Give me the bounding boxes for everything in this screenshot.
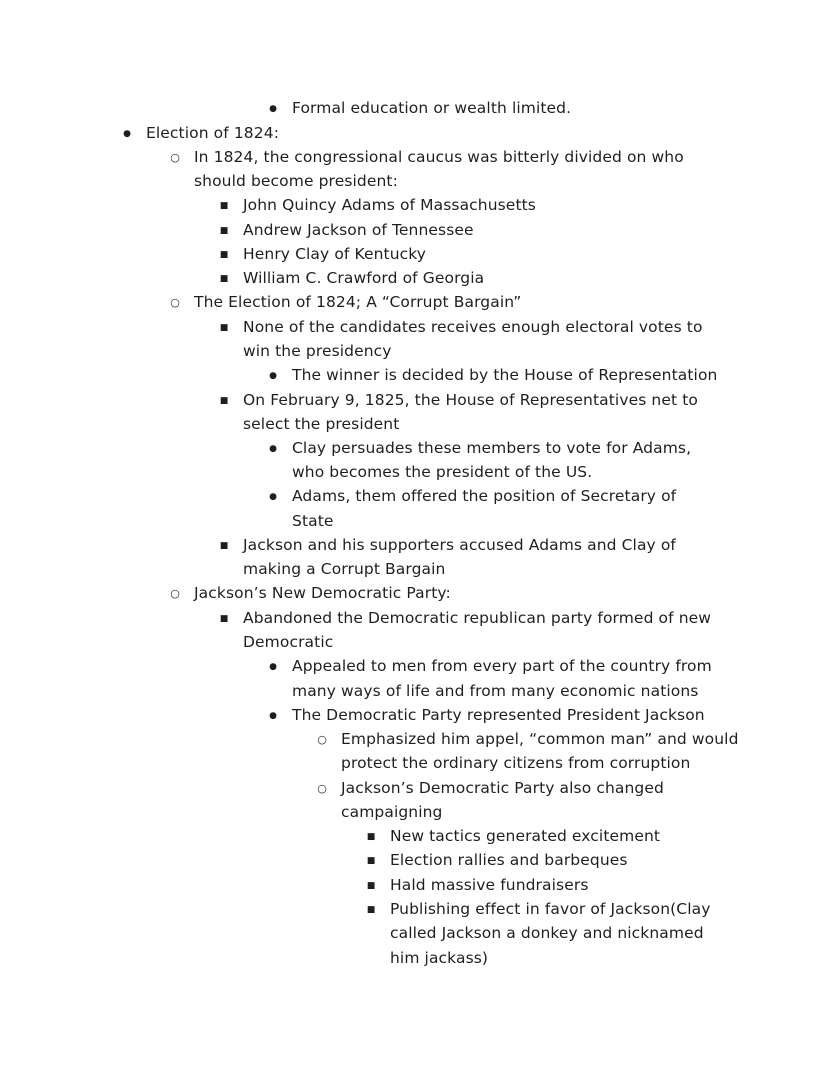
- bullet-square: [217, 193, 231, 220]
- list-item: Publishing effect in favor of Jackson(Clay: [390, 900, 711, 918]
- bullet-disc: [120, 121, 134, 148]
- list-item: Abandoned the Democratic republican party formed of new: [243, 609, 712, 627]
- list-item: William C. Crawford of Georgia: [243, 269, 485, 287]
- list-item: John Quincy Adams of Massachusetts: [243, 196, 536, 214]
- list-item-continuation: protect the ordinary citizens from corruption: [341, 754, 691, 772]
- bullet-square: [364, 848, 378, 875]
- list-item: On February 9, 1825, the House of Representatives net to: [243, 391, 698, 409]
- bullet-disc: [266, 484, 280, 511]
- list-item: Appealed to men from every part of the country from: [292, 657, 712, 675]
- bullet-square: [364, 824, 378, 851]
- list-item: The Democratic Party represented President Jackson: [292, 706, 705, 724]
- bullet-disc: [266, 703, 280, 730]
- list-item-continuation: Democratic: [243, 633, 334, 651]
- list-item: Clay persuades these members to vote for Adams,: [292, 439, 692, 457]
- bullet-square: [217, 388, 231, 415]
- bullet-circle: [168, 581, 182, 607]
- bullet-disc: [266, 654, 280, 681]
- list-item-continuation: select the president: [243, 415, 400, 433]
- list-item: Formal education or wealth limited.: [292, 99, 572, 117]
- bullet-square: [217, 606, 231, 633]
- list-item: Jackson and his supporters accused Adams and Clay of: [243, 536, 676, 554]
- bullet-circle: [315, 727, 329, 753]
- bullet-square: [217, 533, 231, 560]
- bullet-square: [217, 315, 231, 342]
- list-item-continuation: campaigning: [341, 803, 443, 821]
- list-item: Election of 1824:: [146, 124, 280, 142]
- bullet-square: [364, 897, 378, 924]
- list-item: Andrew Jackson of Tennessee: [243, 221, 474, 239]
- list-item: New tactics generated excitement: [390, 827, 661, 845]
- list-item: Adams, them offered the position of Secretary of: [292, 487, 677, 505]
- list-item: In 1824, the congressional caucus was bitterly divided on who: [194, 148, 684, 166]
- bullet-circle: [168, 290, 182, 316]
- bullet-square: [217, 218, 231, 245]
- bullet-square: [364, 873, 378, 900]
- list-item: The winner is decided by the House of Representation: [292, 366, 718, 384]
- bullet-circle: [168, 145, 182, 171]
- bullet-square: [217, 266, 231, 293]
- list-item-continuation: win the presidency: [243, 342, 392, 360]
- list-item-continuation: many ways of life and from many economic nations: [292, 682, 699, 700]
- bullet-circle: [315, 776, 329, 802]
- list-item: The Election of 1824; A “Corrupt Bargain”: [194, 293, 522, 311]
- list-item: Jackson’s New Democratic Party:: [194, 584, 451, 602]
- list-item: Emphasized him appel, “common man” and would: [341, 730, 739, 748]
- list-item-continuation: who becomes the president of the US.: [292, 463, 593, 481]
- list-item-continuation: should become president:: [194, 172, 398, 190]
- list-item-continuation: State: [292, 512, 334, 530]
- list-item: Election rallies and barbeques: [390, 851, 628, 869]
- list-item: Henry Clay of Kentucky: [243, 245, 427, 263]
- list-item: Hald massive fundraisers: [390, 876, 589, 894]
- bullet-square: [217, 242, 231, 269]
- list-item: None of the candidates receives enough electoral votes to: [243, 318, 703, 336]
- list-item-continuation: called Jackson a donkey and nicknamed: [390, 924, 704, 942]
- list-item-continuation: him jackass): [390, 949, 489, 967]
- list-item-continuation: making a Corrupt Bargain: [243, 560, 446, 578]
- bullet-disc: [266, 96, 280, 123]
- list-item: Jackson’s Democratic Party also changed: [341, 779, 664, 797]
- bullet-disc: [266, 363, 280, 390]
- bullet-disc: [266, 436, 280, 463]
